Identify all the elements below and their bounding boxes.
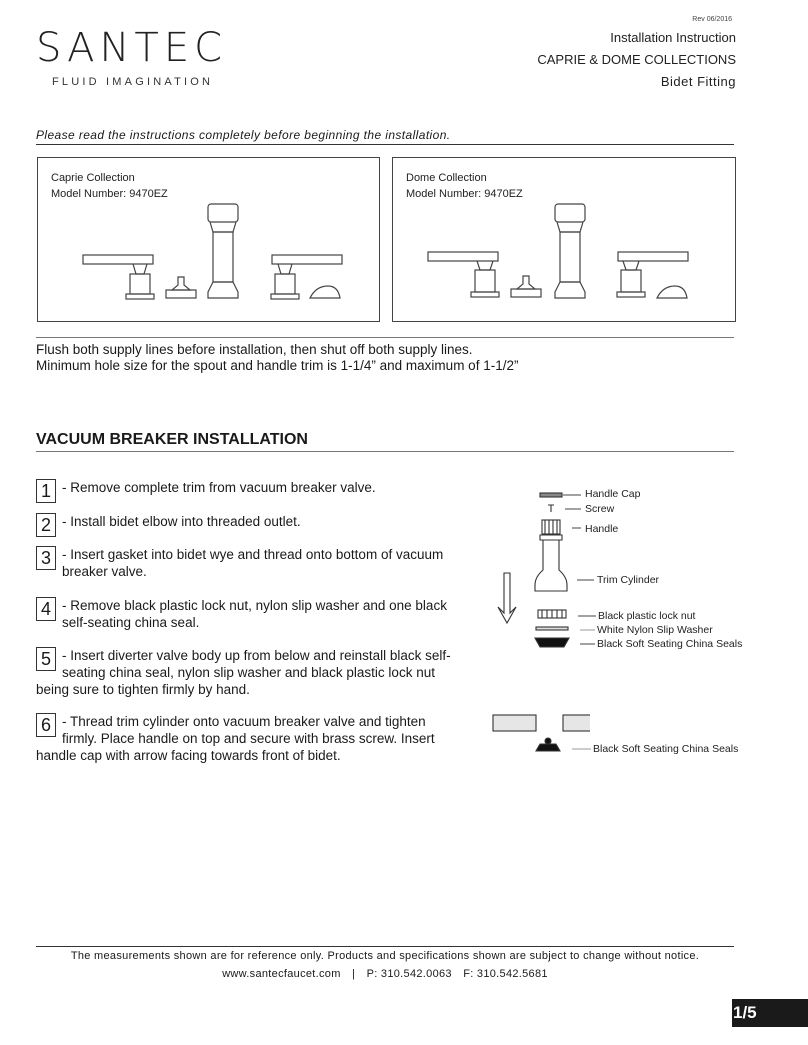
- label-lock-nut: Black plastic lock nut: [598, 610, 696, 622]
- label-handle-cap: Handle Cap: [585, 488, 641, 500]
- step-text: - Remove black plastic lock nut, nylon slip washer and one black self-seating china seal.: [62, 598, 447, 630]
- step-2: [36, 513, 461, 537]
- step-number: 6: [36, 713, 56, 737]
- footer-disclaimer: The measurements shown are for reference only. Products and specifications shown are subject to change without notice.: [70, 950, 700, 962]
- divider: [36, 451, 734, 452]
- divider: [36, 144, 734, 145]
- step-text: - Thread trim cylinder onto vacuum breaker valve and tighten firmly. Place handle on top and secure with brass screw. Insert handle cap with arrow facing towards front of bidet.: [36, 714, 435, 763]
- step-number: 4: [36, 597, 56, 621]
- caprie-model-box: [37, 157, 380, 322]
- brand-logo: SANTEC: [36, 25, 228, 71]
- page-number-text: 1/5: [733, 1003, 757, 1022]
- label-china-seals: Black Soft Seating China Seals: [597, 638, 743, 650]
- dome-model-box: [392, 157, 736, 322]
- doc-type: Installation Instruction: [610, 30, 736, 45]
- page-number: [732, 999, 808, 1027]
- revision-date: Rev 06/2016: [692, 16, 732, 23]
- step-number: 1: [36, 479, 56, 503]
- divider: [36, 337, 734, 338]
- step-6: [36, 713, 461, 764]
- footer-divider: [36, 946, 734, 947]
- fax-number: F: 310.542.5681: [463, 968, 548, 980]
- caprie-collection-label: [51, 170, 168, 202]
- model-number: Model Number: 9470EZ: [406, 188, 523, 200]
- hole-size-instruction: Minimum hole size for the spout and handle trim is 1-1/4” and maximum of 1-1/2”: [36, 358, 519, 373]
- step-number: 2: [36, 513, 56, 537]
- step-4: [36, 597, 461, 631]
- brand-tagline: FLUID IMAGINATION: [52, 76, 214, 88]
- dome-fitting-illustration: [425, 200, 705, 305]
- label-trim-cylinder: Trim Cylinder: [597, 574, 660, 586]
- website-link[interactable]: www.santecfaucet.com: [222, 968, 341, 980]
- model-number: Model Number: 9470EZ: [51, 188, 168, 200]
- step-text: - Insert gasket into bidet wye and thread onto bottom of vacuum breaker valve.: [62, 547, 444, 579]
- phone-number: P: 310.542.0063: [366, 968, 452, 980]
- step-text: - Remove complete trim from vacuum breaker valve.: [62, 480, 376, 495]
- separator: |: [352, 968, 356, 980]
- step-number: 5: [36, 647, 56, 671]
- label-handle: Handle: [585, 523, 619, 535]
- product-title: Bidet Fitting: [660, 74, 736, 89]
- caprie-fitting-illustration: [78, 200, 348, 305]
- section-title: VACUUM BREAKER INSTALLATION: [36, 431, 308, 448]
- footer-contact: [0, 968, 770, 980]
- step-text: - Insert diverter valve body up from below and reinstall black self-seating china seal, nylon slip washer and black plastic lock nut being sure to tighten firmly by hand.: [36, 648, 451, 697]
- flush-instruction: Flush both supply lines before installation, then shut off both supply lines.: [36, 342, 473, 357]
- step-5: [36, 647, 461, 698]
- step-number: 3: [36, 546, 56, 570]
- intro-text: [36, 342, 518, 374]
- label-china-seals-bottom: Black Soft Seating China Seals: [593, 743, 739, 755]
- read-instructions-notice: Please read the instructions completely before beginning the installation.: [36, 128, 451, 142]
- step-1: [36, 479, 461, 503]
- collections-title: CAPRIE & DOME COLLECTIONS: [537, 52, 736, 67]
- dome-collection-label: [406, 170, 523, 202]
- collection-name: Dome Collection: [406, 172, 487, 184]
- label-nylon-washer: White Nylon Slip Washer: [597, 624, 713, 636]
- step-text: - Install bidet elbow into threaded outlet.: [62, 514, 301, 529]
- collection-name: Caprie Collection: [51, 172, 135, 184]
- step-3: [36, 546, 461, 580]
- label-screw: Screw: [585, 503, 615, 515]
